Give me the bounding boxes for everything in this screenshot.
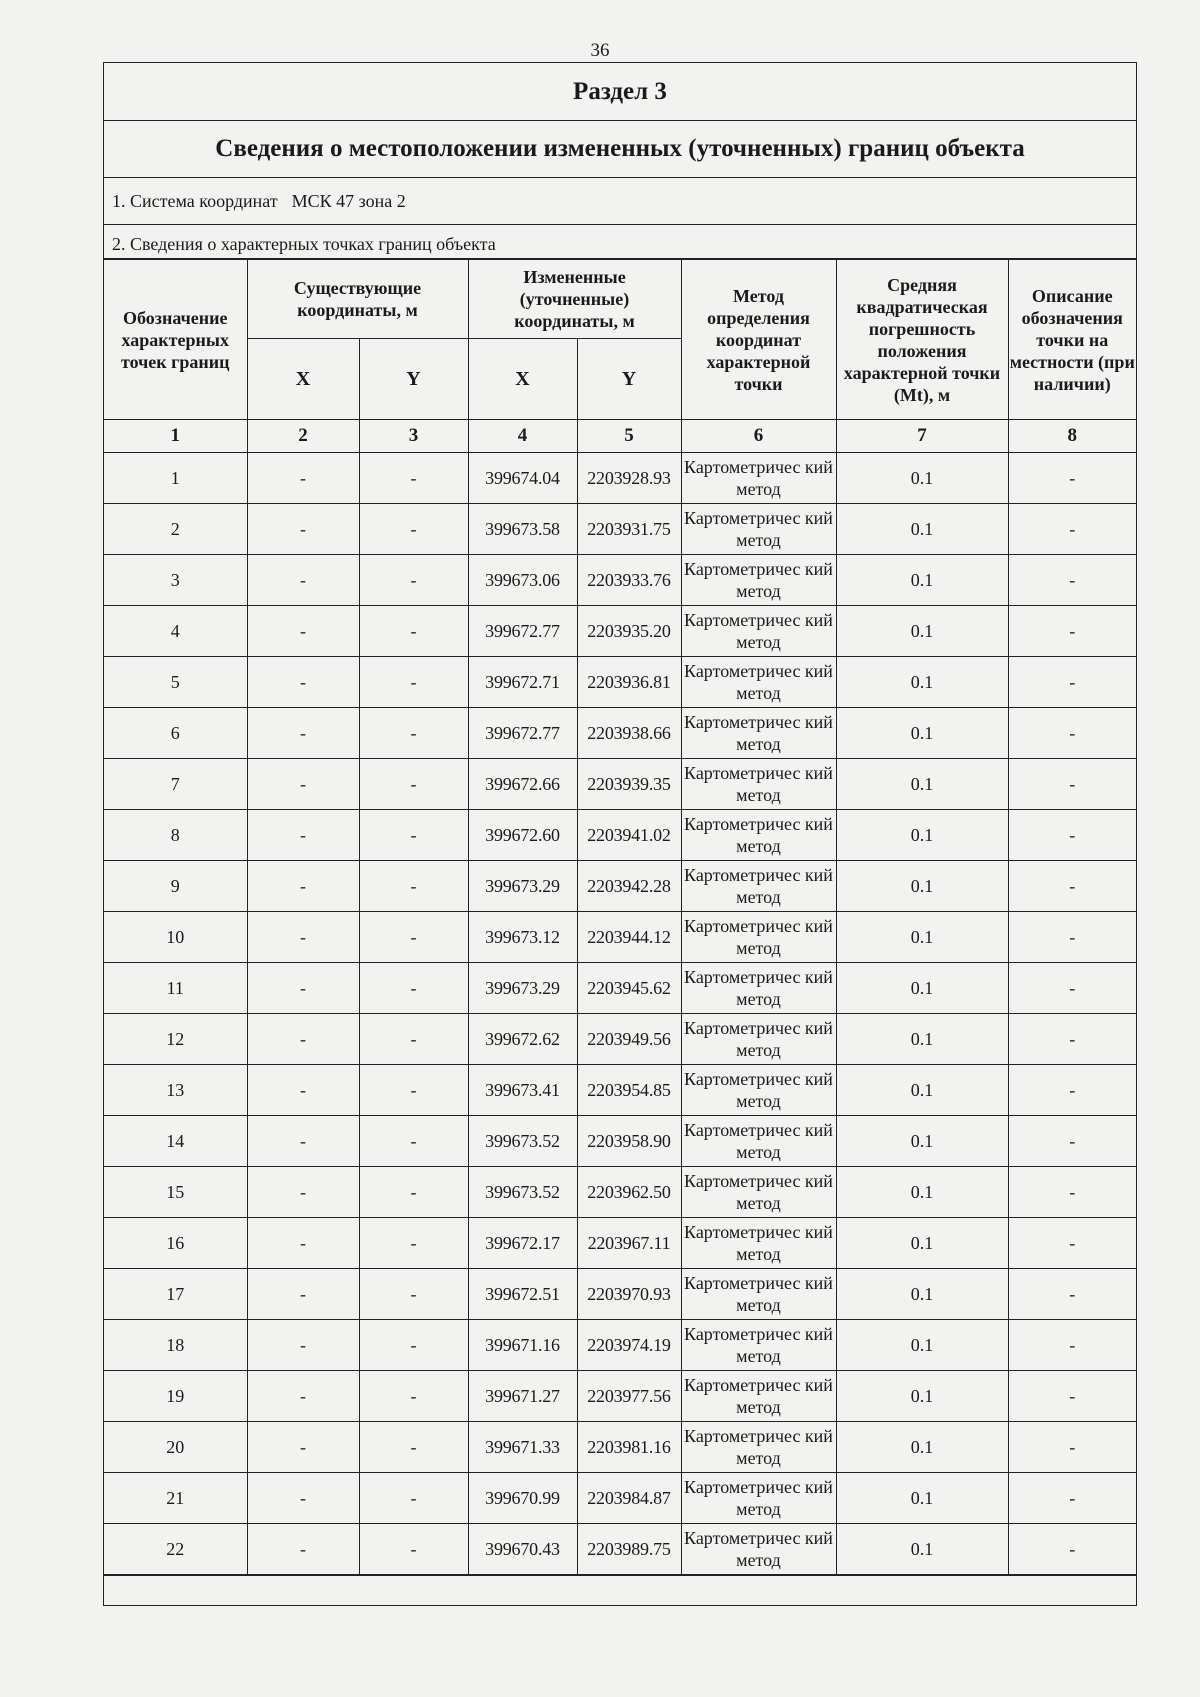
error-cell: 0.1 bbox=[836, 708, 1008, 759]
point-number: 12 bbox=[104, 1014, 247, 1065]
point-number: 1 bbox=[104, 453, 247, 504]
point-number: 17 bbox=[104, 1269, 247, 1320]
header-existing-coords: Существующие координаты, м bbox=[247, 260, 468, 339]
coord-system-label: 1. Система координат bbox=[112, 190, 278, 211]
existing-y-cell: - bbox=[359, 555, 468, 606]
description-cell: - bbox=[1008, 1014, 1136, 1065]
changed-x-cell: 399671.27 bbox=[468, 1371, 577, 1422]
table-row bbox=[104, 453, 1136, 504]
error-cell: 0.1 bbox=[836, 657, 1008, 708]
table-row bbox=[104, 1269, 1136, 1320]
existing-y-cell: - bbox=[359, 963, 468, 1014]
changed-x-cell: 399670.99 bbox=[468, 1473, 577, 1524]
point-number: 14 bbox=[104, 1116, 247, 1167]
column-number-row bbox=[104, 420, 1136, 453]
existing-x-cell: - bbox=[247, 810, 359, 861]
existing-y-cell: - bbox=[359, 759, 468, 810]
table-row bbox=[104, 708, 1136, 759]
column-number: 6 bbox=[681, 420, 836, 453]
table-row bbox=[104, 963, 1136, 1014]
description-cell: - bbox=[1008, 453, 1136, 504]
error-cell: 0.1 bbox=[836, 606, 1008, 657]
column-number: 4 bbox=[468, 420, 577, 453]
existing-x-cell: - bbox=[247, 861, 359, 912]
table-row bbox=[104, 555, 1136, 606]
table-row bbox=[104, 759, 1136, 810]
method-cell: Картометричес кий метод bbox=[681, 1269, 836, 1320]
method-cell: Картометричес кий метод bbox=[681, 1014, 836, 1065]
changed-y-cell: 2203967.11 bbox=[577, 1218, 681, 1269]
method-cell: Картометричес кий метод bbox=[681, 504, 836, 555]
changed-x-cell: 399671.16 bbox=[468, 1320, 577, 1371]
existing-x-cell: - bbox=[247, 963, 359, 1014]
existing-x-cell: - bbox=[247, 1167, 359, 1218]
table-row bbox=[104, 1473, 1136, 1524]
error-cell: 0.1 bbox=[836, 810, 1008, 861]
table-row bbox=[104, 1371, 1136, 1422]
method-cell: Картометричес кий метод bbox=[681, 1218, 836, 1269]
section-heading: Сведения о местоположении измененных (уточненных) границ объекта bbox=[104, 121, 1136, 178]
document-frame bbox=[103, 62, 1137, 1606]
table-row bbox=[104, 1167, 1136, 1218]
header-changed-coords: Измененные (уточненные) координаты, м bbox=[468, 260, 681, 339]
description-cell: - bbox=[1008, 1473, 1136, 1524]
error-cell: 0.1 bbox=[836, 963, 1008, 1014]
error-cell: 0.1 bbox=[836, 759, 1008, 810]
method-cell: Картометричес кий метод bbox=[681, 1371, 836, 1422]
table-row bbox=[104, 912, 1136, 963]
error-cell: 0.1 bbox=[836, 555, 1008, 606]
changed-y-cell: 2203945.62 bbox=[577, 963, 681, 1014]
existing-x-cell: - bbox=[247, 1320, 359, 1371]
existing-x-cell: - bbox=[247, 1065, 359, 1116]
existing-x-cell: - bbox=[247, 1371, 359, 1422]
existing-y-cell: - bbox=[359, 1524, 468, 1575]
description-cell: - bbox=[1008, 810, 1136, 861]
point-number: 16 bbox=[104, 1218, 247, 1269]
description-cell: - bbox=[1008, 963, 1136, 1014]
header-designation: Обозначение характерных точек границ bbox=[104, 260, 247, 420]
changed-y-cell: 2203962.50 bbox=[577, 1167, 681, 1218]
error-cell: 0.1 bbox=[836, 504, 1008, 555]
description-cell: - bbox=[1008, 1167, 1136, 1218]
error-cell: 0.1 bbox=[836, 861, 1008, 912]
changed-y-cell: 2203942.28 bbox=[577, 861, 681, 912]
changed-x-cell: 399674.04 bbox=[468, 453, 577, 504]
method-cell: Картометричес кий метод bbox=[681, 861, 836, 912]
existing-y-cell: - bbox=[359, 1371, 468, 1422]
error-cell: 0.1 bbox=[836, 1167, 1008, 1218]
changed-x-cell: 399673.52 bbox=[468, 1116, 577, 1167]
table-footer-row bbox=[104, 1575, 1136, 1605]
point-number: 22 bbox=[104, 1524, 247, 1575]
changed-y-cell: 2203954.85 bbox=[577, 1065, 681, 1116]
changed-y-cell: 2203984.87 bbox=[577, 1473, 681, 1524]
header-description: Описание обозначения точки на местности (при наличии) bbox=[1008, 260, 1136, 420]
method-cell: Картометричес кий метод bbox=[681, 912, 836, 963]
header-error: Средняя квадратическая погрешность положения характерной точки (Mt), м bbox=[836, 260, 1008, 420]
description-cell: - bbox=[1008, 1524, 1136, 1575]
changed-x-cell: 399672.17 bbox=[468, 1218, 577, 1269]
existing-y-cell: - bbox=[359, 1269, 468, 1320]
changed-y-cell: 2203958.90 bbox=[577, 1116, 681, 1167]
changed-x-cell: 399673.12 bbox=[468, 912, 577, 963]
table-row bbox=[104, 810, 1136, 861]
changed-y-cell: 2203939.35 bbox=[577, 759, 681, 810]
point-number: 15 bbox=[104, 1167, 247, 1218]
changed-x-cell: 399672.71 bbox=[468, 657, 577, 708]
existing-x-cell: - bbox=[247, 555, 359, 606]
error-cell: 0.1 bbox=[836, 1218, 1008, 1269]
column-number: 8 bbox=[1008, 420, 1136, 453]
changed-y-cell: 2203989.75 bbox=[577, 1524, 681, 1575]
existing-x-cell: - bbox=[247, 708, 359, 759]
existing-x-cell: - bbox=[247, 657, 359, 708]
header-changed-x: X bbox=[468, 339, 577, 420]
existing-x-cell: - bbox=[247, 912, 359, 963]
existing-x-cell: - bbox=[247, 1422, 359, 1473]
changed-x-cell: 399673.29 bbox=[468, 963, 577, 1014]
error-cell: 0.1 bbox=[836, 912, 1008, 963]
existing-y-cell: - bbox=[359, 1167, 468, 1218]
existing-y-cell: - bbox=[359, 657, 468, 708]
changed-x-cell: 399671.33 bbox=[468, 1422, 577, 1473]
description-cell: - bbox=[1008, 1065, 1136, 1116]
description-cell: - bbox=[1008, 759, 1136, 810]
existing-y-cell: - bbox=[359, 1218, 468, 1269]
method-cell: Картометричес кий метод bbox=[681, 759, 836, 810]
table-row bbox=[104, 504, 1136, 555]
method-cell: Картометричес кий метод bbox=[681, 555, 836, 606]
method-cell: Картометричес кий метод bbox=[681, 1473, 836, 1524]
header-existing-y: Y bbox=[359, 339, 468, 420]
changed-x-cell: 399672.60 bbox=[468, 810, 577, 861]
description-cell: - bbox=[1008, 504, 1136, 555]
point-number: 21 bbox=[104, 1473, 247, 1524]
description-cell: - bbox=[1008, 1422, 1136, 1473]
method-cell: Картометричес кий метод bbox=[681, 606, 836, 657]
changed-y-cell: 2203933.76 bbox=[577, 555, 681, 606]
table-row bbox=[104, 657, 1136, 708]
existing-y-cell: - bbox=[359, 1473, 468, 1524]
changed-y-cell: 2203977.56 bbox=[577, 1371, 681, 1422]
existing-y-cell: - bbox=[359, 504, 468, 555]
existing-y-cell: - bbox=[359, 1422, 468, 1473]
column-number: 3 bbox=[359, 420, 468, 453]
method-cell: Картометричес кий метод bbox=[681, 963, 836, 1014]
table-row bbox=[104, 1524, 1136, 1575]
coord-system-row bbox=[104, 178, 1136, 225]
existing-y-cell: - bbox=[359, 453, 468, 504]
changed-x-cell: 399672.66 bbox=[468, 759, 577, 810]
description-cell: - bbox=[1008, 555, 1136, 606]
column-number: 7 bbox=[836, 420, 1008, 453]
existing-y-cell: - bbox=[359, 861, 468, 912]
point-number: 10 bbox=[104, 912, 247, 963]
existing-y-cell: - bbox=[359, 708, 468, 759]
changed-x-cell: 399673.06 bbox=[468, 555, 577, 606]
header-method: Метод определения координат характерной точки bbox=[681, 260, 836, 420]
existing-y-cell: - bbox=[359, 1014, 468, 1065]
description-cell: - bbox=[1008, 1116, 1136, 1167]
section-title: Раздел 3 bbox=[104, 63, 1136, 121]
page-number: 36 bbox=[590, 40, 610, 61]
column-number: 5 bbox=[577, 420, 681, 453]
method-cell: Картометричес кий метод bbox=[681, 1167, 836, 1218]
changed-x-cell: 399672.77 bbox=[468, 708, 577, 759]
changed-x-cell: 399673.52 bbox=[468, 1167, 577, 1218]
existing-x-cell: - bbox=[247, 1014, 359, 1065]
description-cell: - bbox=[1008, 657, 1136, 708]
changed-y-cell: 2203949.56 bbox=[577, 1014, 681, 1065]
existing-y-cell: - bbox=[359, 1116, 468, 1167]
point-number: 4 bbox=[104, 606, 247, 657]
method-cell: Картометричес кий метод bbox=[681, 1422, 836, 1473]
description-cell: - bbox=[1008, 1218, 1136, 1269]
existing-y-cell: - bbox=[359, 1065, 468, 1116]
changed-y-cell: 2203935.20 bbox=[577, 606, 681, 657]
table-row bbox=[104, 1116, 1136, 1167]
existing-y-cell: - bbox=[359, 1320, 468, 1371]
points-table-body bbox=[104, 453, 1136, 1575]
error-cell: 0.1 bbox=[836, 1065, 1008, 1116]
header-changed-y: Y bbox=[577, 339, 681, 420]
existing-y-cell: - bbox=[359, 912, 468, 963]
description-cell: - bbox=[1008, 708, 1136, 759]
changed-y-cell: 2203938.66 bbox=[577, 708, 681, 759]
changed-y-cell: 2203981.16 bbox=[577, 1422, 681, 1473]
error-cell: 0.1 bbox=[836, 1320, 1008, 1371]
table-row bbox=[104, 1422, 1136, 1473]
description-cell: - bbox=[1008, 1320, 1136, 1371]
point-number: 13 bbox=[104, 1065, 247, 1116]
table-row bbox=[104, 1014, 1136, 1065]
table-row bbox=[104, 606, 1136, 657]
changed-y-cell: 2203944.12 bbox=[577, 912, 681, 963]
table-row bbox=[104, 1320, 1136, 1371]
existing-x-cell: - bbox=[247, 1116, 359, 1167]
existing-x-cell: - bbox=[247, 1218, 359, 1269]
points-table bbox=[104, 259, 1136, 1575]
point-number: 20 bbox=[104, 1422, 247, 1473]
description-cell: - bbox=[1008, 861, 1136, 912]
changed-x-cell: 399672.51 bbox=[468, 1269, 577, 1320]
method-cell: Картометричес кий метод bbox=[681, 1524, 836, 1575]
column-number: 2 bbox=[247, 420, 359, 453]
changed-x-cell: 399672.77 bbox=[468, 606, 577, 657]
existing-x-cell: - bbox=[247, 1524, 359, 1575]
error-cell: 0.1 bbox=[836, 1422, 1008, 1473]
error-cell: 0.1 bbox=[836, 453, 1008, 504]
error-cell: 0.1 bbox=[836, 1524, 1008, 1575]
point-number: 11 bbox=[104, 963, 247, 1014]
error-cell: 0.1 bbox=[836, 1014, 1008, 1065]
point-number: 2 bbox=[104, 504, 247, 555]
column-number: 1 bbox=[104, 420, 247, 453]
changed-y-cell: 2203941.02 bbox=[577, 810, 681, 861]
existing-y-cell: - bbox=[359, 810, 468, 861]
table-row bbox=[104, 1065, 1136, 1116]
error-cell: 0.1 bbox=[836, 1473, 1008, 1524]
points-caption: 2. Сведения о характерных точках границ объекта bbox=[104, 225, 1136, 259]
method-cell: Картометричес кий метод bbox=[681, 708, 836, 759]
changed-y-cell: 2203931.75 bbox=[577, 504, 681, 555]
changed-x-cell: 399673.29 bbox=[468, 861, 577, 912]
table-row bbox=[104, 861, 1136, 912]
method-cell: Картометричес кий метод bbox=[681, 657, 836, 708]
method-cell: Картометричес кий метод bbox=[681, 810, 836, 861]
error-cell: 0.1 bbox=[836, 1116, 1008, 1167]
point-number: 3 bbox=[104, 555, 247, 606]
existing-x-cell: - bbox=[247, 1473, 359, 1524]
method-cell: Картометричес кий метод bbox=[681, 453, 836, 504]
changed-x-cell: 399673.58 bbox=[468, 504, 577, 555]
method-cell: Картометричес кий метод bbox=[681, 1320, 836, 1371]
error-cell: 0.1 bbox=[836, 1371, 1008, 1422]
existing-x-cell: - bbox=[247, 453, 359, 504]
description-cell: - bbox=[1008, 1269, 1136, 1320]
changed-x-cell: 399670.43 bbox=[468, 1524, 577, 1575]
error-cell: 0.1 bbox=[836, 1269, 1008, 1320]
existing-x-cell: - bbox=[247, 606, 359, 657]
changed-y-cell: 2203970.93 bbox=[577, 1269, 681, 1320]
changed-y-cell: 2203928.93 bbox=[577, 453, 681, 504]
existing-x-cell: - bbox=[247, 504, 359, 555]
point-number: 6 bbox=[104, 708, 247, 759]
point-number: 9 bbox=[104, 861, 247, 912]
coord-system-value: МСК 47 зона 2 bbox=[291, 190, 406, 211]
point-number: 7 bbox=[104, 759, 247, 810]
method-cell: Картометричес кий метод bbox=[681, 1065, 836, 1116]
table-row bbox=[104, 1218, 1136, 1269]
point-number: 5 bbox=[104, 657, 247, 708]
description-cell: - bbox=[1008, 606, 1136, 657]
description-cell: - bbox=[1008, 1371, 1136, 1422]
existing-x-cell: - bbox=[247, 759, 359, 810]
point-number: 8 bbox=[104, 810, 247, 861]
changed-y-cell: 2203936.81 bbox=[577, 657, 681, 708]
existing-y-cell: - bbox=[359, 606, 468, 657]
header-existing-x: X bbox=[247, 339, 359, 420]
point-number: 18 bbox=[104, 1320, 247, 1371]
changed-x-cell: 399673.41 bbox=[468, 1065, 577, 1116]
description-cell: - bbox=[1008, 912, 1136, 963]
changed-y-cell: 2203974.19 bbox=[577, 1320, 681, 1371]
method-cell: Картометричес кий метод bbox=[681, 1116, 836, 1167]
changed-x-cell: 399672.62 bbox=[468, 1014, 577, 1065]
existing-x-cell: - bbox=[247, 1269, 359, 1320]
point-number: 19 bbox=[104, 1371, 247, 1422]
